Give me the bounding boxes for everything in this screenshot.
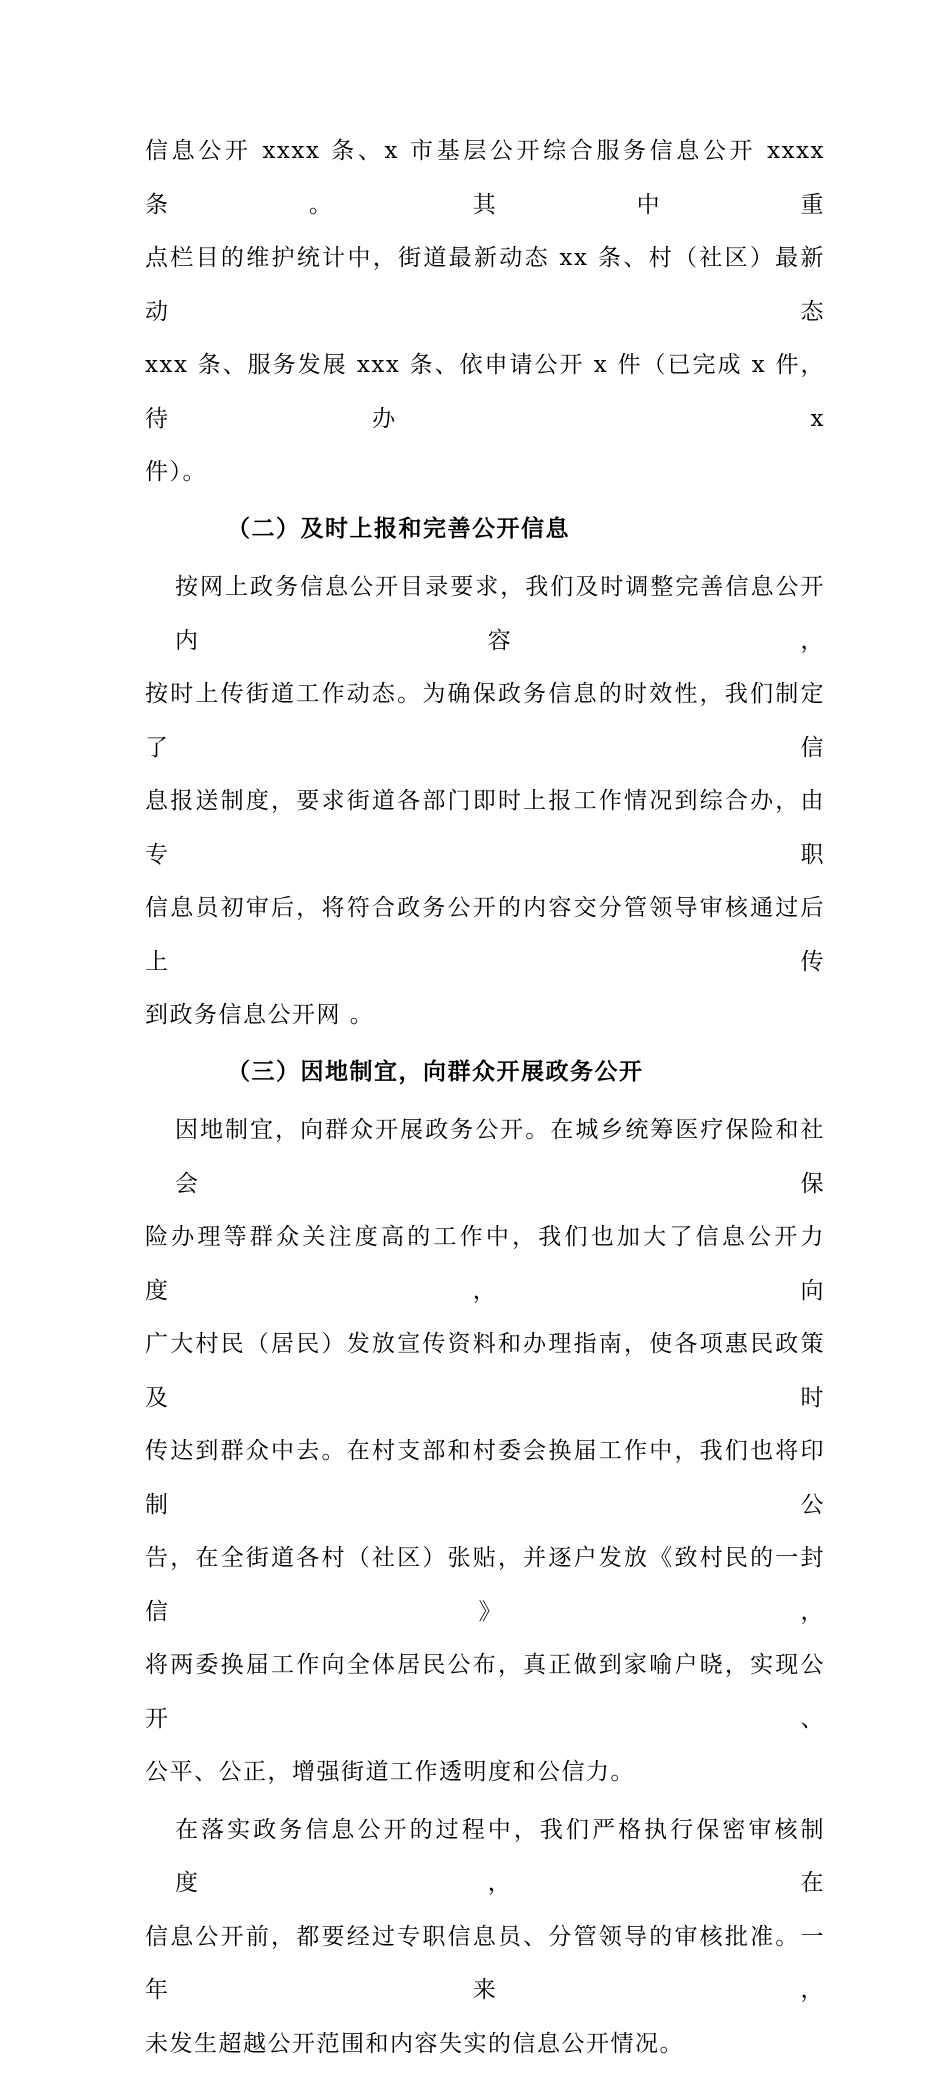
text-line: 广大村民（居民）发放宣传资料和办理指南，使各项惠民政策及时 [145,1331,825,1411]
paragraph-closing [145,1804,825,2072]
section-heading-3: （三）因地制宜，向群众开展政务公开 [227,1057,644,1085]
paragraph-statistics [145,125,825,500]
text-line: 点栏目的维护统计中，街道最新动态 xx 条、村（社区）最新动态 [145,245,825,325]
paragraph-section-2 [145,561,825,1043]
text-line: 公平、公正，增强街道工作透明度和公信力。 [145,1759,635,1785]
text-line: 信息公开前，都要经过专职信息员、分管领导的审核批准。一年来， [145,1923,825,2003]
text-line: 息报送制度，要求街道各部门即时上报工作情况到综合办，由专职 [145,788,825,868]
text-line: 按网上政务信息公开目录要求，我们及时调整完善信息公开内容， [175,574,825,654]
text-line: 在落实政务信息公开的过程中，我们严格执行保密审核制度，在 [175,1816,825,1896]
text-line: 按时上传街道工作动态。为确保政务信息的时效性，我们制定了信 [145,681,825,761]
text-line: 到政务信息公开网 。 [145,1002,375,1028]
text-line: 因地制宜，向群众开展政务公开。在城乡统筹医疗保险和社会保 [175,1117,825,1197]
text-line: 信息员初审后，将符合政务公开的内容交分管领导审核通过后上传 [145,895,825,975]
section-heading-2: （二）及时上报和完善公开信息 [227,514,570,542]
text-line: 件）。 [145,459,207,485]
text-line: 告，在全街道各村（社区）张贴，并逐户发放《致村民的一封信》， [145,1545,825,1625]
paragraph-section-3 [145,1104,825,1800]
text-line: 传达到群众中去。在村支部和村委会换届工作中，我们也将印制公 [145,1438,825,1518]
text-line: xxx 条、服务发展 xxx 条、依申请公开 x 件（已完成 x 件，待办 x [145,352,825,432]
text-line: 未发生超越公开范围和内容失实的信息公开情况。 [145,2030,684,2057]
document-body [145,125,825,2073]
text-line: 险办理等群众关注度高的工作中，我们也加大了信息公开力度，向 [145,1224,825,1304]
text-line: 信息公开 xxxx 条、x 市基层公开综合服务信息公开 xxxx 条。其中重 [145,138,825,218]
text-line: 将两委换届工作向全体居民公布，真正做到家喻户晓，实现公开、 [145,1652,825,1732]
